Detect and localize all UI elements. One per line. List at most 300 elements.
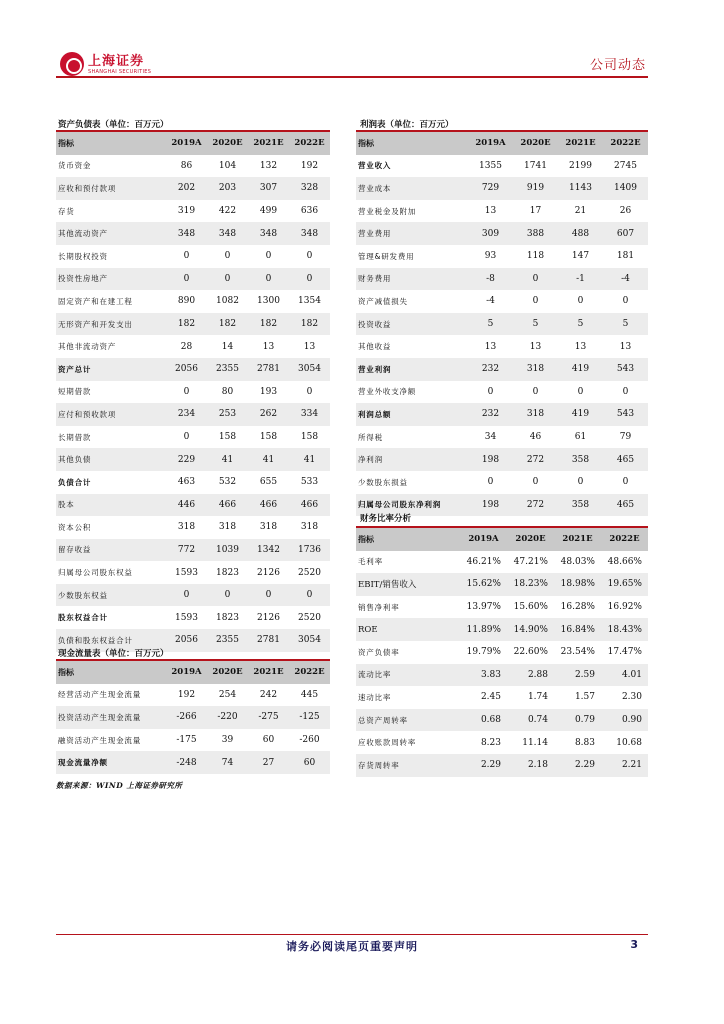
cell-value: 1736: [289, 539, 330, 562]
table-row: [356, 664, 648, 687]
cell-value: 5: [558, 313, 603, 336]
cell-value: 0: [265, 251, 272, 262]
column-header-year: 2019A: [468, 132, 513, 155]
cell-value: 465: [603, 494, 648, 517]
table-row: [56, 606, 330, 629]
row-label: 其他收益: [358, 342, 392, 352]
column-header-year: 2022E: [601, 528, 648, 551]
cell-value: 0: [183, 432, 190, 443]
column-header-metric: 指标: [356, 528, 460, 551]
cell-value: 27: [248, 751, 289, 774]
cash-flow-table: [56, 661, 330, 774]
cell-value: 5: [513, 313, 558, 336]
cell-value: 2745: [614, 160, 637, 171]
column-header-year: 2021E: [554, 528, 601, 551]
cell-value: 533: [300, 477, 319, 488]
table-row: [356, 573, 648, 596]
cell-value: 192: [177, 689, 196, 700]
cell-value: 41: [207, 448, 248, 471]
cell-value: 1039: [207, 539, 248, 562]
table-row: [56, 561, 330, 584]
cell-value: 309: [468, 222, 513, 245]
table-row: [56, 245, 330, 268]
cell-value: 419: [558, 403, 603, 426]
table-row: [56, 448, 330, 471]
cell-value: -125: [289, 706, 330, 729]
table-row: [56, 381, 330, 404]
logo-chinese-name: 上海证券: [88, 53, 145, 69]
cell-value: 18.43%: [601, 618, 648, 641]
cell-value: 0: [622, 296, 629, 307]
cell-value: 8.83: [574, 737, 595, 748]
table-row: [356, 686, 648, 709]
cell-value: -4: [603, 268, 648, 291]
table-header-row: [56, 132, 330, 155]
cell-value: 0: [532, 296, 539, 307]
cell-value: 18.23%: [507, 573, 554, 596]
table-row: [56, 155, 330, 178]
cell-value: 193: [259, 386, 278, 397]
table-row: [356, 313, 648, 336]
row-label: 应付和预收款项: [56, 403, 166, 426]
cell-value: 919: [513, 177, 558, 200]
logo-mark-icon: [60, 52, 84, 76]
column-header-year: 2020E: [207, 132, 248, 155]
table-row: [56, 751, 330, 774]
cell-value: 2.88: [507, 664, 554, 687]
row-label: 少数股东损益: [358, 477, 408, 487]
cell-value: 147: [571, 251, 590, 262]
table-row: [356, 731, 648, 754]
row-label: 归属母公司股东权益: [58, 568, 133, 578]
cell-value: 334: [289, 403, 330, 426]
column-header-year: 2022E: [289, 661, 330, 684]
table-row: [56, 358, 330, 381]
row-label: 毛利率: [358, 557, 383, 567]
cell-value: 158: [218, 432, 237, 443]
row-label: 短期借款: [58, 387, 92, 397]
cell-value: 0: [289, 584, 330, 607]
cell-value: 0.79: [554, 709, 601, 732]
row-label: 股东权益合计: [58, 613, 108, 623]
cell-value: 318: [513, 358, 558, 381]
row-label: 存货: [58, 206, 75, 216]
column-header-year: 2022E: [289, 132, 330, 155]
cell-value: 655: [259, 477, 278, 488]
row-label: 股本: [56, 494, 166, 517]
cell-value: 1409: [603, 177, 648, 200]
cell-value: 16.84%: [554, 618, 601, 641]
cell-value: 229: [166, 448, 207, 471]
row-label: 长期股权投资: [58, 251, 108, 261]
table-row: [356, 381, 648, 404]
cell-value: 543: [603, 358, 648, 381]
table-row: [56, 471, 330, 494]
cell-value: -220: [207, 706, 248, 729]
cell-value: 18.98%: [554, 573, 601, 596]
cell-value: 466: [207, 494, 248, 517]
cell-value: 446: [166, 494, 207, 517]
cell-value: 13: [484, 341, 497, 352]
cell-value: 2199: [569, 160, 592, 171]
cell-value: 0: [513, 268, 558, 291]
row-label: 其他非流动资产: [58, 342, 117, 352]
column-header-year: 2020E: [507, 528, 554, 551]
table-row: [356, 754, 648, 777]
data-source-note: 数据来源：WIND 上海证券研究所: [56, 781, 183, 790]
cell-value: 182: [289, 313, 330, 336]
row-label: 利润总额: [356, 403, 468, 426]
cell-value: 0: [289, 268, 330, 291]
cell-value: -275: [248, 706, 289, 729]
row-label: 所得税: [358, 432, 383, 442]
cell-value: 1355: [479, 160, 502, 171]
row-label: 应收账款周转率: [358, 738, 417, 748]
balance-sheet-title: 资产负债表（单位：百万元）: [58, 120, 169, 130]
table-header-row: [356, 528, 648, 551]
cell-value: 28: [180, 341, 193, 352]
page-number: 3: [630, 938, 638, 951]
cell-value: 318: [177, 522, 196, 533]
cell-value: 2781: [248, 358, 289, 381]
cell-value: 1300: [257, 296, 280, 307]
cell-value: 2781: [248, 629, 289, 652]
cell-value: -175: [176, 735, 197, 746]
header-divider: [56, 76, 648, 78]
ratio-analysis-table: [356, 528, 648, 777]
row-label: 应收和预付款项: [56, 177, 166, 200]
cell-value: 0: [487, 477, 494, 488]
logo-english-name: SHANGHAI SECURITIES: [88, 68, 152, 75]
cell-value: 2.59: [554, 664, 601, 687]
row-label: 其他流动资产: [56, 222, 166, 245]
cell-value: 26: [619, 206, 632, 217]
cell-value: 4.01: [601, 664, 648, 687]
cell-value: 348: [207, 222, 248, 245]
cell-value: 41: [248, 448, 289, 471]
row-label: 其他负债: [56, 448, 166, 471]
cell-value: 466: [289, 494, 330, 517]
cell-value: 203: [207, 177, 248, 200]
cell-value: 0: [577, 477, 584, 488]
cell-value: 80: [221, 386, 234, 397]
cell-value: 419: [558, 358, 603, 381]
cell-value: 182: [166, 313, 207, 336]
row-label: 营业成本: [356, 177, 468, 200]
column-header-year: 2021E: [558, 132, 603, 155]
row-label: EBIT/销售收入: [356, 573, 460, 596]
cell-value: 358: [558, 448, 603, 471]
cell-value: 60: [262, 735, 275, 746]
row-label: 无形资产和开发支出: [56, 313, 166, 336]
income-statement-title: 利润表（单位：百万元）: [360, 120, 454, 130]
cell-value: 232: [468, 358, 513, 381]
column-header-year: 2021E: [248, 661, 289, 684]
row-label: 现金流量净额: [56, 751, 166, 774]
cell-value: 1593: [175, 612, 198, 623]
cell-value: 0: [487, 386, 494, 397]
table-row: [356, 358, 648, 381]
cell-value: 46.21%: [466, 556, 501, 567]
table-row: [56, 539, 330, 562]
cell-value: 86: [180, 160, 193, 171]
row-label: 投资性房地产: [56, 268, 166, 291]
cell-value: 253: [207, 403, 248, 426]
table-row: [356, 155, 648, 178]
cell-value: 1143: [558, 177, 603, 200]
cell-value: 0.74: [507, 709, 554, 732]
cell-value: 0: [248, 584, 289, 607]
cell-value: 10.68: [616, 737, 642, 748]
ratio-analysis-title: 财务比率分析: [360, 514, 412, 524]
cell-value: 0: [306, 251, 313, 262]
cell-value: 0: [306, 386, 313, 397]
cell-value: 422: [218, 206, 237, 217]
cell-value: 2355: [207, 629, 248, 652]
cell-value: 2.21: [601, 754, 648, 777]
cell-value: 3054: [289, 629, 330, 652]
column-header-year: 2020E: [207, 661, 248, 684]
table-row: [356, 403, 648, 426]
cell-value: 21: [574, 206, 587, 217]
table-row: [356, 709, 648, 732]
table-row: [356, 245, 648, 268]
cell-value: 158: [300, 432, 319, 443]
table-row: [56, 516, 330, 539]
cell-value: 11.14: [522, 737, 548, 748]
cell-value: 2.30: [621, 692, 642, 703]
cell-value: 307: [248, 177, 289, 200]
footer-disclaimer: 请务必阅读尾页重要声明: [286, 940, 418, 953]
column-header-metric: 指标: [56, 661, 166, 684]
cell-value: 729: [468, 177, 513, 200]
cell-value: 3.83: [460, 664, 507, 687]
table-row: [56, 403, 330, 426]
table-row: [56, 313, 330, 336]
cell-value: 39: [221, 735, 234, 746]
row-label: 资产减值损失: [358, 296, 408, 306]
table-row: [356, 471, 648, 494]
cell-value: 5: [603, 313, 648, 336]
row-label: 经营活动产生现金流量: [58, 690, 141, 700]
table-row: [56, 426, 330, 449]
income-statement-table: [356, 132, 648, 516]
column-header-year: 2020E: [513, 132, 558, 155]
cell-value: 465: [603, 448, 648, 471]
cell-value: 16.28%: [560, 602, 595, 613]
cell-value: 79: [619, 432, 632, 443]
row-label: 财务费用: [356, 268, 468, 291]
cell-value: 0: [577, 386, 584, 397]
row-label: 融资活动产生现金流量: [58, 735, 141, 745]
cell-value: 1.57: [574, 692, 595, 703]
row-label: 固定资产和在建工程: [58, 296, 133, 306]
table-row: [56, 222, 330, 245]
cell-value: 348: [248, 222, 289, 245]
column-header-metric: 指标: [56, 132, 166, 155]
cell-value: 607: [603, 222, 648, 245]
cell-value: 19.79%: [466, 647, 501, 658]
table-row: [56, 177, 330, 200]
cell-value: 3054: [289, 358, 330, 381]
cell-value: 1082: [216, 296, 239, 307]
cell-value: 17: [529, 206, 542, 217]
cell-value: 46: [529, 432, 542, 443]
cell-value: 318: [259, 522, 278, 533]
column-header-year: 2019A: [166, 132, 207, 155]
table-header-row: [56, 661, 330, 684]
row-label: 营业外收支净额: [358, 387, 417, 397]
balance-sheet-table: [56, 132, 330, 652]
row-label: 总资产周转率: [356, 709, 460, 732]
table-row: [356, 426, 648, 449]
cell-value: 636: [300, 206, 319, 217]
cell-value: -260: [299, 735, 320, 746]
cell-value: 13: [303, 341, 316, 352]
cell-value: 1.74: [527, 692, 548, 703]
cell-value: 202: [166, 177, 207, 200]
row-label: 归属母公司股东净利润: [356, 494, 468, 517]
row-label: 长期借款: [58, 432, 92, 442]
cell-value: 328: [289, 177, 330, 200]
table-row: [356, 641, 648, 664]
table-row: [356, 335, 648, 358]
row-label: 负债合计: [58, 477, 92, 487]
table-row: [56, 584, 330, 607]
row-label: 资本公积: [58, 522, 92, 532]
cell-value: 0: [532, 477, 539, 488]
row-label: 投资收益: [356, 313, 468, 336]
cell-value: 2056: [166, 358, 207, 381]
cell-value: 182: [248, 313, 289, 336]
cell-value: 8.23: [480, 737, 501, 748]
cell-value: 2126: [257, 567, 280, 578]
row-label: 资产负债率: [358, 647, 400, 657]
cell-value: 104: [218, 160, 237, 171]
cell-value: 0: [622, 477, 629, 488]
row-label: 货币资金: [58, 161, 92, 171]
row-label: 营业收入: [358, 161, 392, 171]
cell-value: 2520: [298, 612, 321, 623]
table-row: [356, 222, 648, 245]
cell-value: 14.90%: [507, 618, 554, 641]
cell-value: 358: [558, 494, 603, 517]
cell-value: 318: [513, 403, 558, 426]
cell-value: 13: [529, 341, 542, 352]
cell-value: 48.03%: [560, 556, 595, 567]
cell-value: 532: [218, 477, 237, 488]
cell-value: 13.97%: [466, 602, 501, 613]
page-header: [56, 50, 648, 78]
row-label: 速动比率: [358, 692, 392, 702]
cell-value: 11.89%: [460, 618, 507, 641]
row-label: 少数股东权益: [56, 584, 166, 607]
table-row: [56, 494, 330, 517]
table-row: [56, 729, 330, 752]
cell-value: 0: [166, 268, 207, 291]
column-header-year: 2019A: [166, 661, 207, 684]
cell-value: 543: [603, 403, 648, 426]
table-row: [56, 684, 330, 707]
cell-value: 2.29: [554, 754, 601, 777]
cell-value: 0: [166, 584, 207, 607]
row-label: 资产总计: [56, 358, 166, 381]
row-label: 投资活动产生现金流量: [56, 706, 166, 729]
cell-value: 22.60%: [513, 647, 548, 658]
cell-value: 890: [177, 296, 196, 307]
cell-value: 132: [259, 160, 278, 171]
table-row: [356, 200, 648, 223]
table-row: [56, 268, 330, 291]
cell-value: 254: [218, 689, 237, 700]
table-row: [356, 177, 648, 200]
company-logo: [60, 52, 151, 76]
cell-value: 1823: [216, 612, 239, 623]
table-row: [356, 290, 648, 313]
cell-value: 388: [513, 222, 558, 245]
cell-value: 14: [221, 341, 234, 352]
table-row: [56, 200, 330, 223]
cell-value: 198: [468, 494, 513, 517]
cell-value: 272: [513, 448, 558, 471]
row-label: 销售净利率: [358, 602, 400, 612]
cell-value: 1593: [175, 567, 198, 578]
cell-value: -248: [166, 751, 207, 774]
cell-value: -4: [486, 296, 495, 307]
row-label: 营业税金及附加: [358, 206, 417, 216]
column-header-year: 2019A: [460, 528, 507, 551]
cell-value: 232: [468, 403, 513, 426]
cell-value: -1: [558, 268, 603, 291]
cell-value: 463: [177, 477, 196, 488]
cell-value: 262: [248, 403, 289, 426]
cell-value: 466: [248, 494, 289, 517]
table-row: [356, 268, 648, 291]
cell-value: 158: [259, 432, 278, 443]
cash-flow-title: 现金流量表（单位：百万元）: [58, 649, 169, 659]
cell-value: 318: [300, 522, 319, 533]
cell-value: 192: [300, 160, 319, 171]
row-label: ROE: [356, 618, 460, 641]
report-type-label: 公司动态: [589, 58, 646, 73]
column-header-metric: 指标: [356, 132, 468, 155]
cell-value: 0: [207, 584, 248, 607]
column-header-year: 2022E: [603, 132, 648, 155]
cell-value: 0: [224, 251, 231, 262]
cell-value: 0: [207, 268, 248, 291]
cell-value: 41: [289, 448, 330, 471]
cell-value: 47.21%: [513, 556, 548, 567]
cell-value: 2.45: [480, 692, 501, 703]
cell-value: 181: [616, 251, 635, 262]
table-row: [356, 618, 648, 641]
row-label: 营业费用: [356, 222, 468, 245]
table-header-row: [356, 132, 648, 155]
cell-value: 61: [574, 432, 587, 443]
cell-value: 13: [619, 341, 632, 352]
table-row: [56, 335, 330, 358]
cell-value: 445: [300, 689, 319, 700]
cell-value: 74: [207, 751, 248, 774]
cell-value: 319: [177, 206, 196, 217]
cell-value: 60: [289, 751, 330, 774]
column-header-year: 2021E: [248, 132, 289, 155]
cell-value: 772: [166, 539, 207, 562]
table-row: [56, 706, 330, 729]
cell-value: 2.18: [507, 754, 554, 777]
cell-value: 13: [262, 341, 275, 352]
cell-value: 0: [622, 386, 629, 397]
